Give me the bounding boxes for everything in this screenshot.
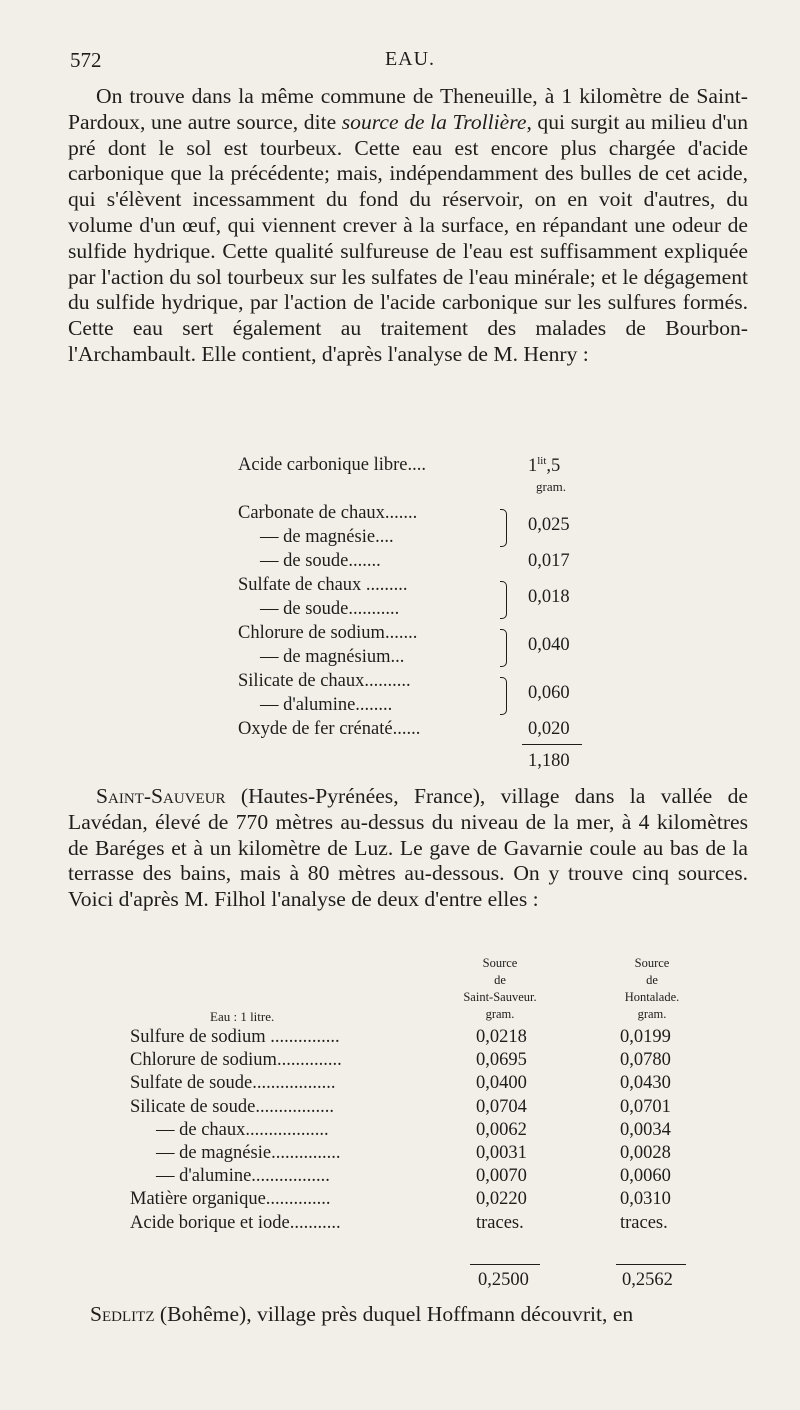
table2-value-saint-sauveur: 0,0400	[476, 1073, 527, 1094]
table1-row-label: Sulfate de chaux .........	[238, 575, 408, 595]
table2-value-saint-sauveur: traces.	[476, 1212, 524, 1233]
para1-text-b: , qui surgit au milieu d'un pré dont le sol est tourbeux. Cette eau est encore plus chargée d'acide carbonique que la précédente; mais, indépendamment des bulles de cet acide, qui s'élèvent incessamment du fond du réservoir, on en voit d'autres, du volume d'un œuf, qui viennent crever à la surface, en répandant une odeur de sulfide hydrique. Cette qualité sulfureuse de l'eau est suffisamment expliquée par l'action du sol tourbeux sur les sulfates de l'eau minérale; et le dégagement du sulfide hydrique, par l'action de l'acide carbonique sur les sulfures formés. Cette eau sert également au traitement des malades de Bourbon-l'Archambault. Elle contient, d'après l'analyse de M. Henry :	[68, 109, 748, 366]
sum-rule	[522, 744, 582, 745]
col1-unit: gram.	[485, 1007, 515, 1021]
table2-value-hontalade: 0,0034	[620, 1119, 671, 1140]
table1-row-label: — d'alumine........	[260, 695, 393, 715]
table1-row-value: 0,040	[528, 635, 570, 655]
table1-row-label: Chlorure de sodium.......	[238, 623, 418, 643]
page-number: 572	[70, 48, 102, 72]
table2-value-hontalade: 0,0028	[620, 1143, 671, 1163]
column-header-saint-sauveur	[440, 955, 560, 1023]
para2-text: (Hautes-Pyrénées, France), village dans la vallée de Lavédan, élevé de 770 mètres au-dessus du niveau de la mer, à 4 kilomètres de Baréges et à un kilomètre de Luz. Le gave de Gavarnie coule au bas de la terrasse des bains, mais à 80 mètres au-dessous. On y trouve cinq sources. Voici d'après M. Filhol l'analyse de deux d'entre elles :	[68, 784, 748, 912]
table1-row-value: $1^{lit},5$	[528, 455, 561, 477]
paragraph-saint-sauveur	[68, 784, 748, 913]
table2-value-saint-sauveur: 0,0704	[476, 1096, 527, 1117]
table2-row-label: Silicate de soude.................	[130, 1096, 334, 1117]
table2-value-saint-sauveur: 0,0218	[476, 1027, 527, 1047]
table2-row-label: — de chaux..................	[156, 1119, 329, 1140]
brace	[500, 509, 507, 547]
col2-header-line: Source	[634, 956, 670, 970]
col1-header-line: Saint-Sauveur.	[463, 990, 537, 1004]
table1-row-label: — de magnésium...	[260, 647, 405, 667]
table1-row-label: Silicate de chaux..........	[238, 671, 411, 691]
table2-value-saint-sauveur: 0,0695	[476, 1050, 527, 1071]
col2-header-line: de	[646, 973, 658, 987]
table2-value-hontalade: 0,0060	[620, 1166, 671, 1187]
table1-row-value: 0,017	[528, 551, 570, 571]
total-hontalade: 0,2562	[622, 1270, 673, 1290]
table1-row-label: Oxyde de fer crénaté......	[238, 719, 421, 739]
table2-value-saint-sauveur: 0,0062	[476, 1119, 527, 1140]
col2-header-line: Hontalade.	[624, 990, 680, 1004]
col2-unit: gram.	[637, 1007, 667, 1021]
brace	[500, 677, 507, 715]
table1-row-label: Carbonate de chaux.......	[238, 503, 418, 523]
table1-total: 1,180	[528, 751, 570, 771]
paragraph-sedlitz	[68, 1302, 748, 1328]
column-header-hontalade	[592, 955, 712, 1023]
table1-unit: gram.	[536, 479, 566, 494]
para1-source-name: source de la Trollière	[341, 109, 527, 134]
table2-value-hontalade: traces.	[620, 1212, 668, 1233]
sum-rule-2	[616, 1264, 686, 1265]
table2-value-hontalade: 0,0310	[620, 1189, 671, 1210]
total-saint-sauveur: 0,2500	[478, 1270, 529, 1290]
page-header	[70, 48, 750, 78]
col1-header-line: Source	[482, 956, 518, 970]
brace	[500, 581, 507, 619]
table1-row-value: 0,020	[528, 719, 570, 739]
table1-row-value: 0,060	[528, 683, 570, 703]
row-header: Eau : 1 litre.	[210, 1009, 275, 1024]
table1-row-label: Acide carbonique libre....	[238, 455, 427, 475]
para1-text-a: On trouve dans la même commune de Theneuille, à 1 kilomètre de Saint-Pardoux, une autre source, dite	[68, 84, 748, 134]
table2-value-hontalade: 0,0701	[620, 1096, 671, 1117]
table2-row-label: — d'alumine.................	[156, 1166, 330, 1187]
table1-row-value: 0,025	[528, 515, 570, 535]
table2-value-hontalade: 0,0780	[620, 1050, 671, 1071]
table2-row-label: Sulfate de soude..................	[130, 1073, 336, 1094]
table2-value-saint-sauveur: 0,0220	[476, 1189, 527, 1210]
table1-row-label: — de magnésie....	[260, 527, 394, 547]
col1-header-line: de	[494, 973, 506, 987]
para3-text: (Bohême), village près duquel Hoffmann découvrit, en	[154, 1302, 634, 1326]
place-name: Saint-Sauveur	[96, 784, 226, 808]
table1-row-value: 0,018	[528, 587, 570, 607]
table2-row-label: Chlorure de sodium..............	[130, 1050, 342, 1071]
table2-row-label: Matière organique..............	[130, 1189, 331, 1210]
table2-value-hontalade: 0,0430	[620, 1073, 671, 1094]
table2-row-label: Sulfure de sodium ...............	[130, 1027, 340, 1047]
place-name: Sedlitz	[90, 1302, 155, 1326]
table2-value-saint-sauveur: 0,0031	[476, 1143, 527, 1163]
table1-row-label: — de soude.......	[260, 551, 381, 571]
table1-row-label: — de soude...........	[260, 599, 400, 619]
brace	[500, 629, 507, 667]
table2-row-label: — de magnésie...............	[156, 1143, 341, 1163]
table2-row-label: Acide borique et iode...........	[130, 1212, 341, 1233]
table2-value-hontalade: 0,0199	[620, 1027, 671, 1047]
sum-rule-1	[470, 1264, 540, 1265]
paragraph-trolliere	[68, 84, 748, 368]
table2-value-saint-sauveur: 0,0070	[476, 1166, 527, 1187]
running-title: EAU.	[384, 48, 436, 70]
